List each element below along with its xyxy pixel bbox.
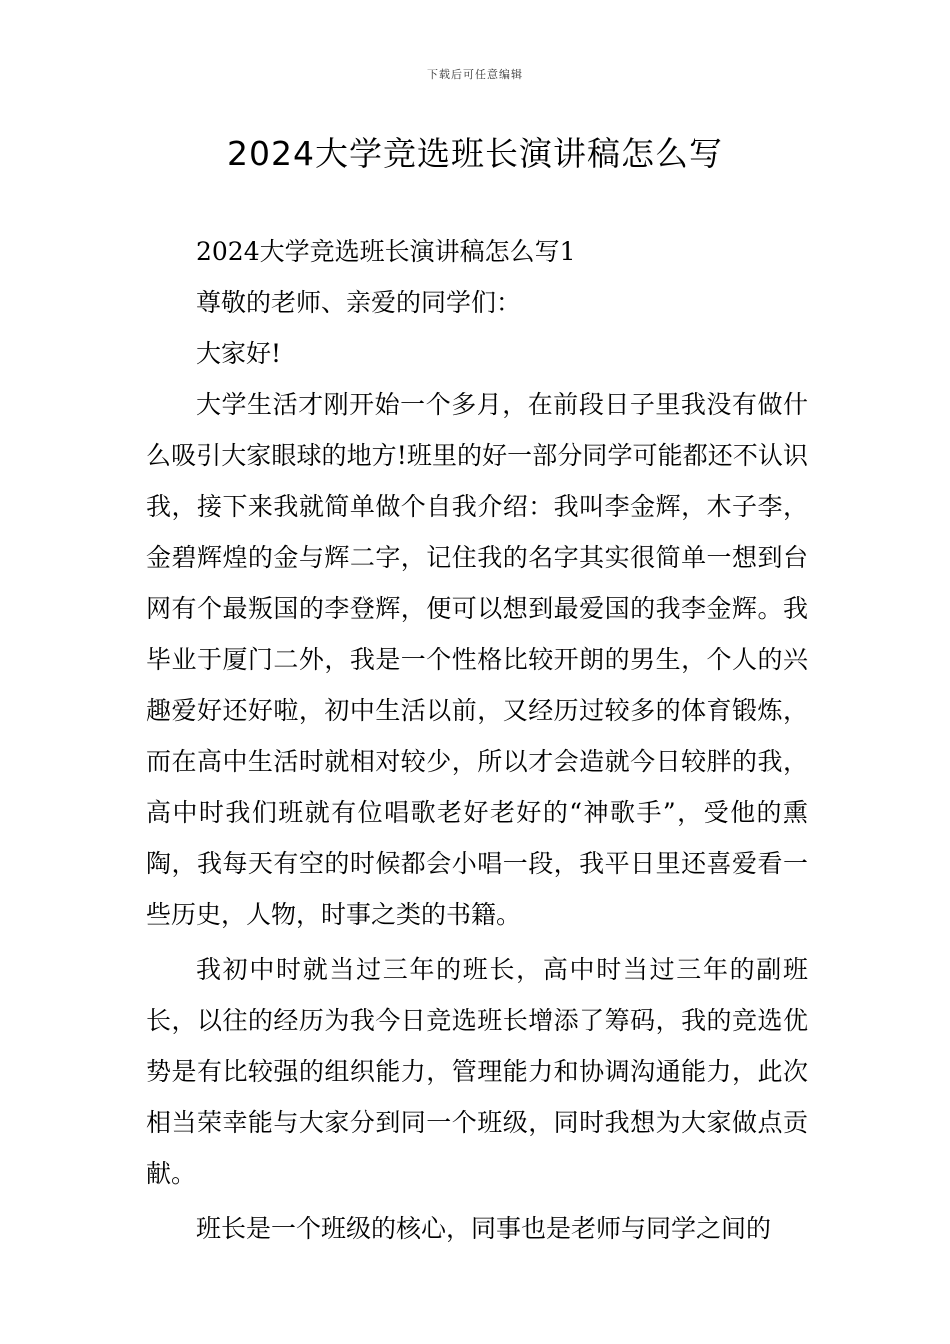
body-paragraph: 班长是一个班级的核心，同事也是老师与同学之间的 — [196, 1214, 772, 1243]
subtitle-paragraph: 2024大学竞选班长演讲稿怎么写1 — [196, 237, 576, 266]
body-paragraph: 我初中时就当过三年的班长，高中时当过三年的副班长，以往的经历为我今日竞选班长增添了筹码，我的竞选优势是有比较强的组织能力，管理能力和协调沟通能力，此次相当荣幸能与大家分到同一个班级，同时我想为大家做点贡献。 — [146, 955, 808, 1188]
header-note: 下载后可任意编辑 — [427, 68, 523, 81]
body-paragraph: 大学生活才刚开始一个多月，在前段日子里我没有做什么吸引大家眼球的地方!班里的好一部分同学可能都还不认识我，接下来我就简单做个自我介绍：我叫李金辉，木子李，金碧辉煌的金与辉二字，记住我的名字其实很简单一想到台网有个最叛国的李登辉，便可以想到最爱国的我李金辉。我毕业于厦门二外，我是一个性格比较开朗的男生，个人的兴趣爱好还好啦，初中生活以前，又经历过较多的体育锻炼，而在高中生活时就相对较少，所以才会造就今日较胖的我，高中时我们班就有位唱歌老好老好的“神歌手”，受他的熏陶，我每天有空的时候都会小唱一段，我平日里还喜爱看一些历史，人物，时事之类的书籍。 — [146, 390, 808, 929]
salutation-paragraph: 尊敬的老师、亲爱的同学们： — [196, 288, 522, 317]
document-title: 2024大学竞选班长演讲稿怎么写 — [227, 134, 723, 173]
greeting-paragraph: 大家好! — [196, 339, 282, 368]
document-body — [146, 226, 808, 1254]
